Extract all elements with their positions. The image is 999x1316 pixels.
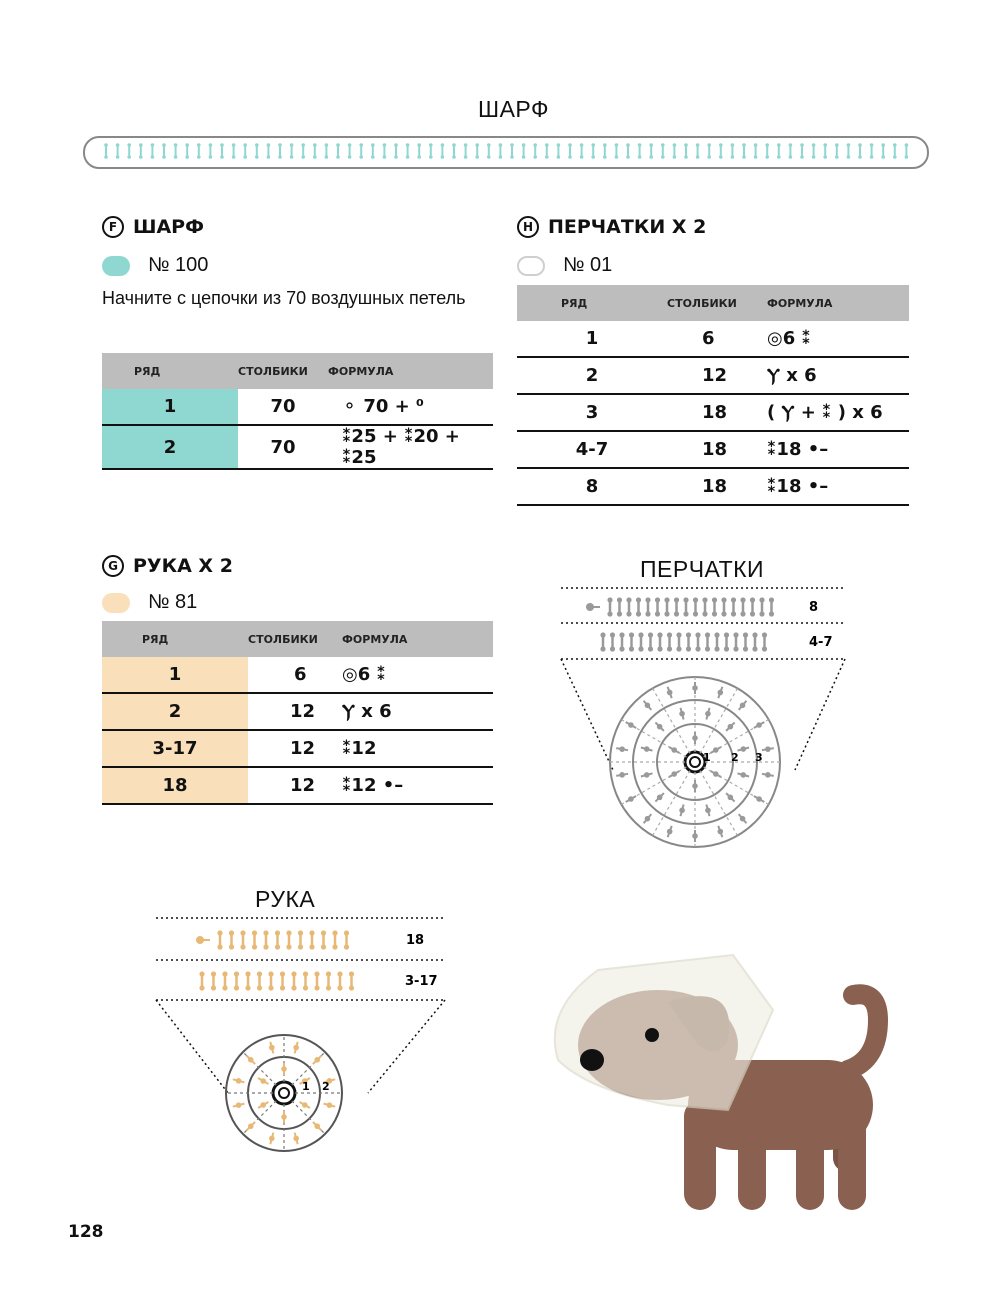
gloves-section-title: ПЕРЧАТКИ X 2: [548, 216, 707, 238]
round-label-2: 2: [731, 751, 739, 764]
scarf-diagram-caption: ШАРФ: [478, 96, 549, 122]
header-row: РЯД: [102, 621, 248, 657]
stitch-count: 6: [667, 321, 767, 357]
table-row: [102, 389, 493, 425]
round-label-3: 3: [755, 751, 763, 764]
section-letter-badge: F: [102, 216, 124, 238]
scarf-section-heading: [102, 216, 204, 238]
row-label-3-17: 3-17: [405, 974, 438, 989]
row-number: 2: [102, 425, 238, 469]
stitch-count: 18: [667, 394, 767, 431]
table-row: [517, 394, 909, 431]
header-stitches: СТОЛБИКИ: [238, 353, 328, 389]
table-header-row: [102, 621, 493, 657]
header-stitches: СТОЛБИКИ: [248, 621, 342, 657]
row-number: 8: [517, 468, 667, 505]
yarn-number: № 01: [563, 254, 613, 276]
table-row: [517, 468, 909, 505]
table-row: [102, 767, 493, 804]
yarn-swatch: [102, 593, 130, 613]
stitch-count: 18: [667, 431, 767, 468]
arm-diagram-caption: РУКА: [255, 886, 316, 912]
formula: ⁑25 + ⁑20 + ⁑25: [328, 425, 493, 469]
formula: ( Ⲩ + ⁑ ) x 6: [767, 394, 909, 431]
header-stitches: СТОЛБИКИ: [667, 285, 767, 321]
formula: ⁑18 •–: [767, 468, 909, 505]
row-number: 2: [102, 693, 248, 730]
yarn-number: № 100: [148, 254, 209, 276]
gloves-yarn: [517, 254, 612, 277]
table-row: [102, 657, 493, 693]
stitch-count: 70: [238, 389, 328, 425]
stitch-count: 12: [248, 767, 342, 804]
row-number: 3-17: [102, 730, 248, 767]
stitch-count: 12: [667, 357, 767, 394]
gloves-pattern-table: [517, 285, 909, 506]
table-row: [517, 321, 909, 357]
stitch-count: 70: [238, 425, 328, 469]
stitch-count: 12: [248, 730, 342, 767]
row-label-8: 8: [809, 600, 819, 615]
row-number: 18: [102, 767, 248, 804]
stitch-count: 6: [248, 657, 342, 693]
table-row: [517, 357, 909, 394]
row-number: 1: [102, 657, 248, 693]
yarn-swatch: [517, 256, 545, 276]
dog-with-cone-icon: [548, 950, 898, 1220]
table-header-row: [517, 285, 909, 321]
row-number: 1: [102, 389, 238, 425]
row-number: 2: [517, 357, 667, 394]
formula: ◎6 ⁑: [767, 321, 909, 357]
row-label-18: 18: [406, 933, 425, 948]
header-formula: ФОРМУЛА: [342, 621, 493, 657]
table-row: [517, 431, 909, 468]
scarf-pattern-table: [102, 353, 493, 470]
formula: ⁑18 •–: [767, 431, 909, 468]
gloves-diagram-caption: ПЕРЧАТКИ: [640, 556, 765, 582]
formula: Ⲩ x 6: [767, 357, 909, 394]
arm-section-heading: [102, 555, 233, 577]
table-header-row: [102, 353, 493, 389]
header-row: РЯД: [517, 285, 667, 321]
formula: ⚬ 70 + ⁰: [328, 389, 493, 425]
scarf-section-title: ШАРФ: [133, 216, 204, 238]
gloves-stitch-diagram: [555, 585, 855, 860]
yarn-number: № 81: [148, 591, 198, 613]
row-number: 4-7: [517, 431, 667, 468]
row-label-4-7: 4-7: [809, 635, 833, 650]
scarf-strip-diagram: [82, 135, 932, 171]
yarn-swatch: [102, 256, 130, 276]
table-row: [102, 730, 493, 767]
section-letter-badge: G: [102, 555, 124, 577]
formula: ⁑12: [342, 730, 493, 767]
row-number: 3: [517, 394, 667, 431]
row-number: 1: [517, 321, 667, 357]
gloves-section-heading: [517, 216, 706, 238]
arm-yarn: [102, 591, 197, 614]
arm-pattern-table: [102, 621, 493, 805]
table-row: [102, 425, 493, 469]
stitch-count: 12: [248, 693, 342, 730]
header-formula: ФОРМУЛА: [328, 353, 493, 389]
page-number: 128: [68, 1222, 104, 1242]
arm-stitch-diagram: [150, 915, 450, 1165]
round-label-1: 1: [703, 751, 711, 764]
table-row: [102, 693, 493, 730]
header-formula: ФОРМУЛА: [767, 285, 909, 321]
round-label-2: 2: [322, 1080, 330, 1093]
formula: Ⲩ x 6: [342, 693, 493, 730]
round-label-1: 1: [302, 1080, 310, 1093]
scarf-yarn: [102, 254, 208, 277]
arm-section-title: РУКА X 2: [133, 555, 233, 577]
stitch-count: 18: [667, 468, 767, 505]
formula: ⁑12 •–: [342, 767, 493, 804]
formula: ◎6 ⁑: [342, 657, 493, 693]
section-letter-badge: H: [517, 216, 539, 238]
scarf-instruction-note: Начните с цепочки из 70 воздушных петель: [102, 288, 466, 308]
header-row: РЯД: [102, 353, 238, 389]
